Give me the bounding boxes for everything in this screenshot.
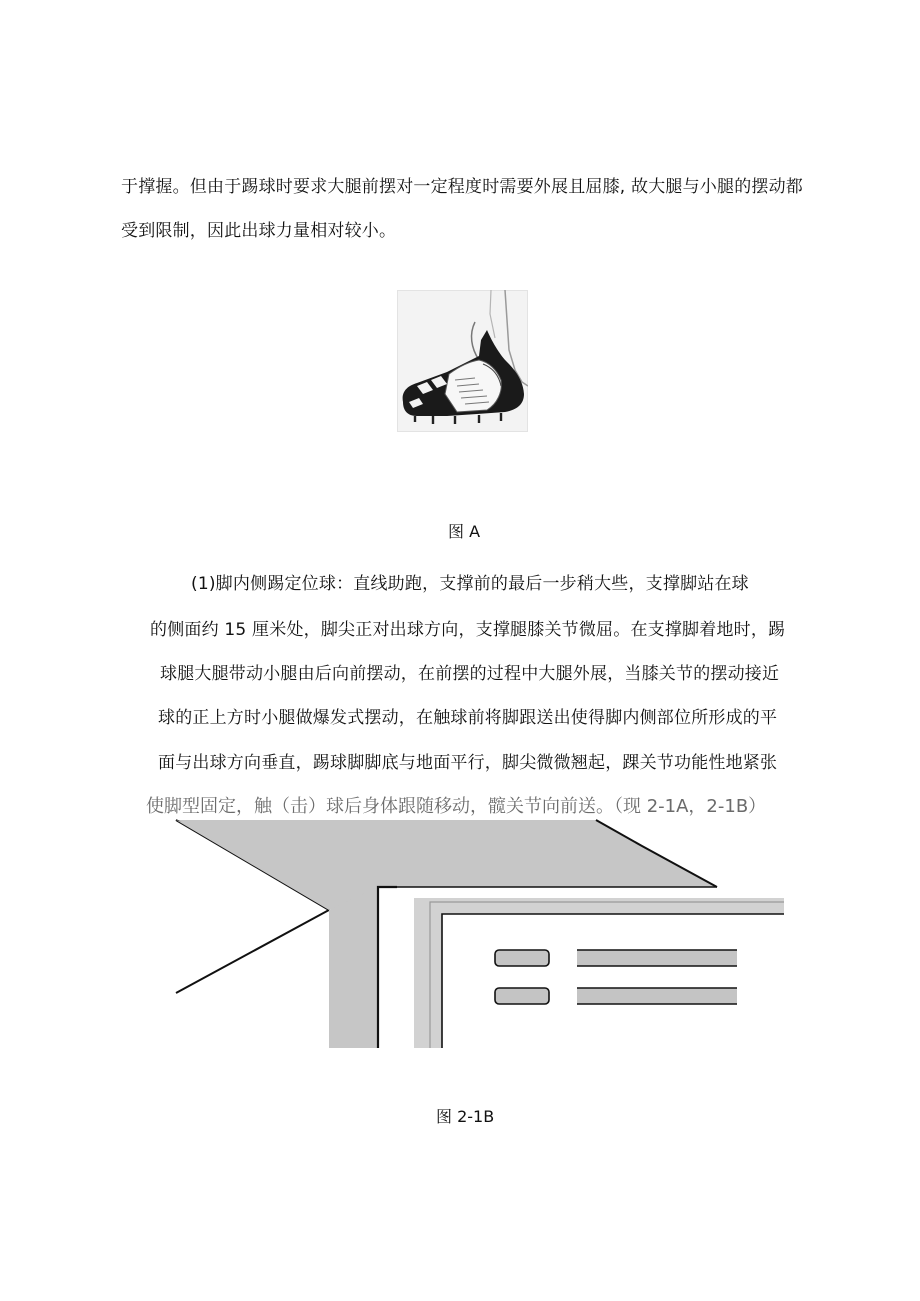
- section-line-1: (1)脚内侧踢定位球：直线助跑，支撑前的最后一步稍大些，支撑脚站在球: [191, 574, 749, 594]
- intro-line-1: 于撑握。但由于踢球时要求大腿前摆对一定程度时需要外展且屈膝, 故大腿与小腿的摆动都: [121, 177, 804, 197]
- arrow-panel-diagram-icon: [172, 816, 784, 1048]
- intro-line-2: 受到限制，因此出球力量相对较小。: [121, 221, 397, 241]
- section-line-3: 球腿大腿带动小腿由后向前摆动，在前摆的过程中大腿外展，当膝关节的摆动接近: [160, 664, 780, 684]
- figure-a-caption: 图 A: [448, 522, 481, 541]
- soccer-boot-icon: [397, 290, 528, 432]
- section-line-4: 球的正上方时小腿做爆发式摆动，在触球前将脚跟送出使得脚内侧部位所形成的平: [158, 708, 778, 728]
- figure-b-caption: 图 2-1B: [436, 1107, 495, 1126]
- section-line-2: 的侧面约 15 厘米处，脚尖正对出球方向，支撑腿膝关节微屈。在支撑脚着地时，踢: [150, 620, 786, 640]
- section-line-5: 面与出球方向垂直，踢球脚脚底与地面平行，脚尖微微翘起，踝关节功能性地紧张: [158, 753, 778, 773]
- section-line-6: 使脚型固定，触（击）球后身体跟随移动，髋关节向前送。（现 2-1A，2-1B）: [146, 796, 767, 817]
